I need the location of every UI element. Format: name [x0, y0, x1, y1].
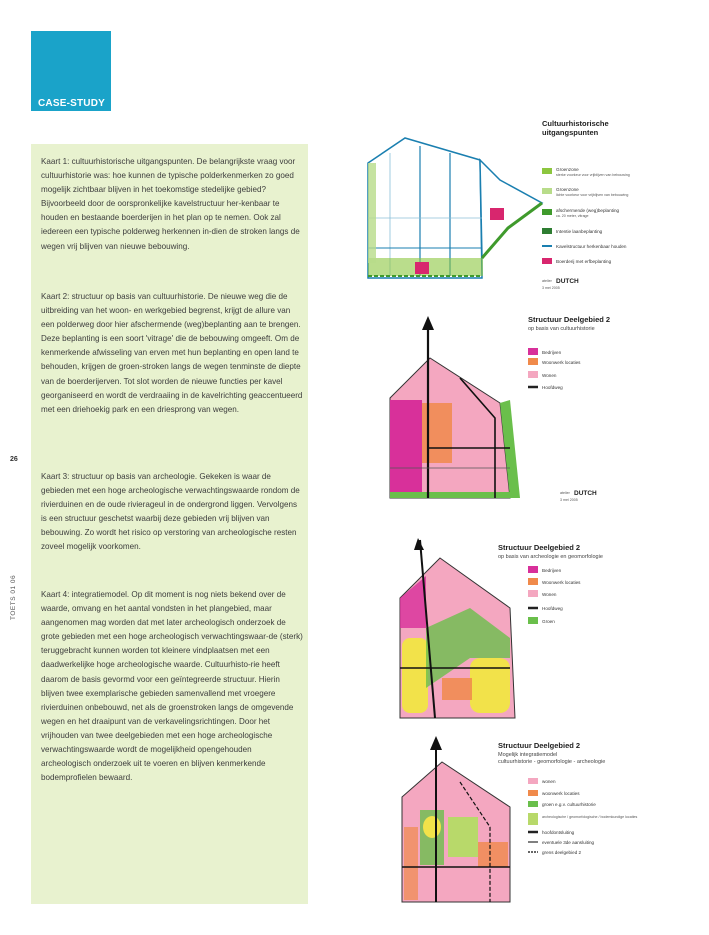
- legend-sublabel: lichte voorkeur voor vrijblijven van bebouwing: [556, 193, 629, 197]
- legend-label: Wonen: [542, 373, 557, 378]
- paragraph-kaart-2: Kaart 2: structuur op basis van cultuurhistorie. De nieuwe weg die de uitbreiding van het woon- en werkgebied begrenst, krijgt de allure van een polderweg door hier afschermende (weg)beplanting aan te brengen. Deze beplanting is een soort 'vitrage' die de bebouwing omgeeft. Om de kenmerkende afwisseling van erven met hun beplanting en open land te behouden, krijgen de groen-stroken langs de wegen tenminste de diepte van de boerderijerven. Tot slot worden de nieuwe functies per kavel georganiseerd en wordt de verdraaiing in de kavelrichting geaccentueerd met een driehoekig park en een driesprong van wegen.: [41, 292, 303, 414]
- map1-title: Cultuurhistorische: [542, 119, 609, 128]
- map2-brand: DUTCH: [574, 490, 597, 497]
- legend-swatch: [528, 578, 538, 585]
- paragraph-kaart-3: Kaart 3: structuur op basis van archeologie. Gekeken is waar de gebieden met een hoge archeologische verwachtingswaarde rondom de rivierduinen en de oude rivierageul in de ondergrond liggen. Vervolgens is een structuur geschetst waarbij deze gebieden vrij blijven van bebouwing. Zo wordt het risico op verstoring van archeologische resten zoveel mogelijk voorkomen.: [41, 472, 300, 552]
- map2-drawing: [390, 316, 520, 498]
- legend-label: Woonwerk locaties: [542, 580, 581, 585]
- map1-brand-prefix: atelier: [542, 279, 552, 283]
- map3-drawing: [400, 538, 515, 718]
- legend-label: Hoofdweg: [542, 385, 563, 390]
- map-integration-model: [360, 732, 640, 912]
- text-panel: [31, 144, 308, 904]
- map1-date: 3 mei 2005: [542, 286, 560, 290]
- legend-label: wonen: [542, 779, 556, 784]
- map4-drawing: [402, 736, 510, 902]
- journal-side-label: TOETS 01 06: [10, 574, 17, 620]
- map1-legend: [542, 167, 630, 264]
- paragraph-kaart-1: Kaart 1: cultuurhistorische uitgangspunten. De belangrijkste vraag voor cultuurhistorie was: hoe kunnen de typische polderkenmerken zo goed mogelijk zichtbaar blijven in het toekomstige stedelijke gebied? Bijvoorbeeld door de oorspronkelijke kavelstructuur her-kenbaar te houden en bestaande boerderijen in het plan op te nemen. Ook zal iedereen een typische polderweg herkennen in-dien de stroken langs de wegen vrij blijven van nieuwe bebouwing.: [41, 157, 300, 251]
- map1-brand: DUTCH: [556, 278, 579, 285]
- legend-label: grens deelgebied 2: [542, 850, 582, 855]
- legend-sublabel: sterke voorkeur voor vrijblijven van bebouwing: [556, 173, 630, 177]
- legend-label: Intentie laanbeplanting: [556, 229, 603, 234]
- legend-swatch: [542, 209, 552, 215]
- legend-swatch: [528, 778, 538, 784]
- legend-label: Kavelstructuur herkenbaar houden: [556, 244, 627, 249]
- legend-label: Bedrijven: [542, 568, 562, 573]
- legend-label: Bedrijven: [542, 350, 562, 355]
- map4-legend: [528, 778, 637, 855]
- legend-label: groen e.g.v. cultuurhistorie: [542, 802, 596, 807]
- legend-label: archeologische / geomorfologische / bodemkundige locaties: [542, 815, 638, 819]
- case-study-label: CASE-STUDY: [38, 98, 106, 109]
- map2-title: Structuur Deelgebied 2: [528, 315, 611, 324]
- map-structure-cultural: [360, 308, 640, 520]
- legend-label: hoofdontsluiting: [542, 830, 575, 835]
- map2-date: 3 mei 2005: [560, 498, 578, 502]
- legend-label: eventuele 3de aansluiting: [542, 840, 595, 845]
- legend-swatch: [528, 566, 538, 573]
- map1-drawing: [368, 138, 542, 278]
- legend-label: Groenzone: [556, 187, 579, 192]
- map3-subtitle: op basis van archeologie en geomorfologie: [498, 554, 603, 560]
- map2-brand-prefix: atelier: [560, 491, 570, 495]
- legend-swatch: [542, 258, 552, 264]
- legend-swatch: [528, 790, 538, 796]
- legend-swatch: [542, 228, 552, 234]
- paragraph-kaart-4: Kaart 4: integratiemodel. Op dit moment is nog niets bekend over de waarde, omvang en het aantal vondsten in het plangebied, maar aangenomen mag worden dat met later archeologisch onderzoek de grote gebieden met een hoge archeologisch verwachtingswaar-de (sterk) teruggebracht kunnen worden tot kleinere vindplaatsen met een daadwerkelijke hoge archeologische waarde. Cultuurhisto-rie heeft daarom de basis gevormd voor een geïntegreerde structuur. Hierin blijven twee exemplarische gebieden samenvallend met vroegere rivierduinen onbebouwd, net als de groenstroken langs de omgevende wegen en het draaipunt van de verkavelingsrichtingen. Door het vrijhouden van twee deelgebieden met een hoge archeologische verwachtingswaarde wordt de mogelijkheid opengehouden archeologisch onderzoek uit te voeren en blijven kenmerkende bodemprofielen bewaard.: [41, 590, 303, 783]
- map4-title: Structuur Deelgebied 2: [498, 741, 581, 750]
- legend-swatch: [528, 617, 538, 624]
- map-structure-archaeology: [360, 528, 640, 728]
- legend-label: woonwerk locaties: [542, 791, 580, 796]
- legend-swatch: [528, 813, 538, 825]
- legend-label: Wonen: [542, 592, 557, 597]
- legend-swatch: [528, 590, 538, 597]
- legend-label: Groenzone: [556, 167, 579, 172]
- legend-swatch: [528, 358, 538, 365]
- map2-subtitle: op basis van cultuurhistorie: [528, 326, 595, 332]
- map4-subtitle-2: cultuurhistorie - geomorfologie - archeologie: [498, 759, 606, 765]
- legend-label: Groen: [542, 619, 555, 624]
- legend-label: Hoofdweg: [542, 606, 563, 611]
- legend-swatch: [542, 168, 552, 174]
- map-cultural-history: [360, 108, 640, 298]
- legend-swatch: [542, 188, 552, 194]
- map3-title: Structuur Deelgebied 2: [498, 543, 581, 552]
- legend-swatch: [528, 348, 538, 355]
- case-study-tag: [31, 31, 111, 111]
- map3-legend: [528, 566, 581, 624]
- map1-title-line2: uitgangspunten: [542, 128, 599, 137]
- legend-label: Woonwerk locaties: [542, 360, 581, 365]
- legend-label: afschermende (weg)beplanting: [556, 208, 620, 213]
- page-number: 26: [10, 456, 18, 463]
- legend-swatch: [528, 801, 538, 807]
- legend-sublabel: ca. 20 meter, vitrage: [556, 214, 589, 218]
- map2-legend: [528, 348, 581, 390]
- map4-subtitle: Mogelijk integratiemodel: [498, 752, 558, 758]
- legend-swatch: [528, 371, 538, 378]
- legend-label: Boerderij met erfbeplanting: [556, 259, 612, 264]
